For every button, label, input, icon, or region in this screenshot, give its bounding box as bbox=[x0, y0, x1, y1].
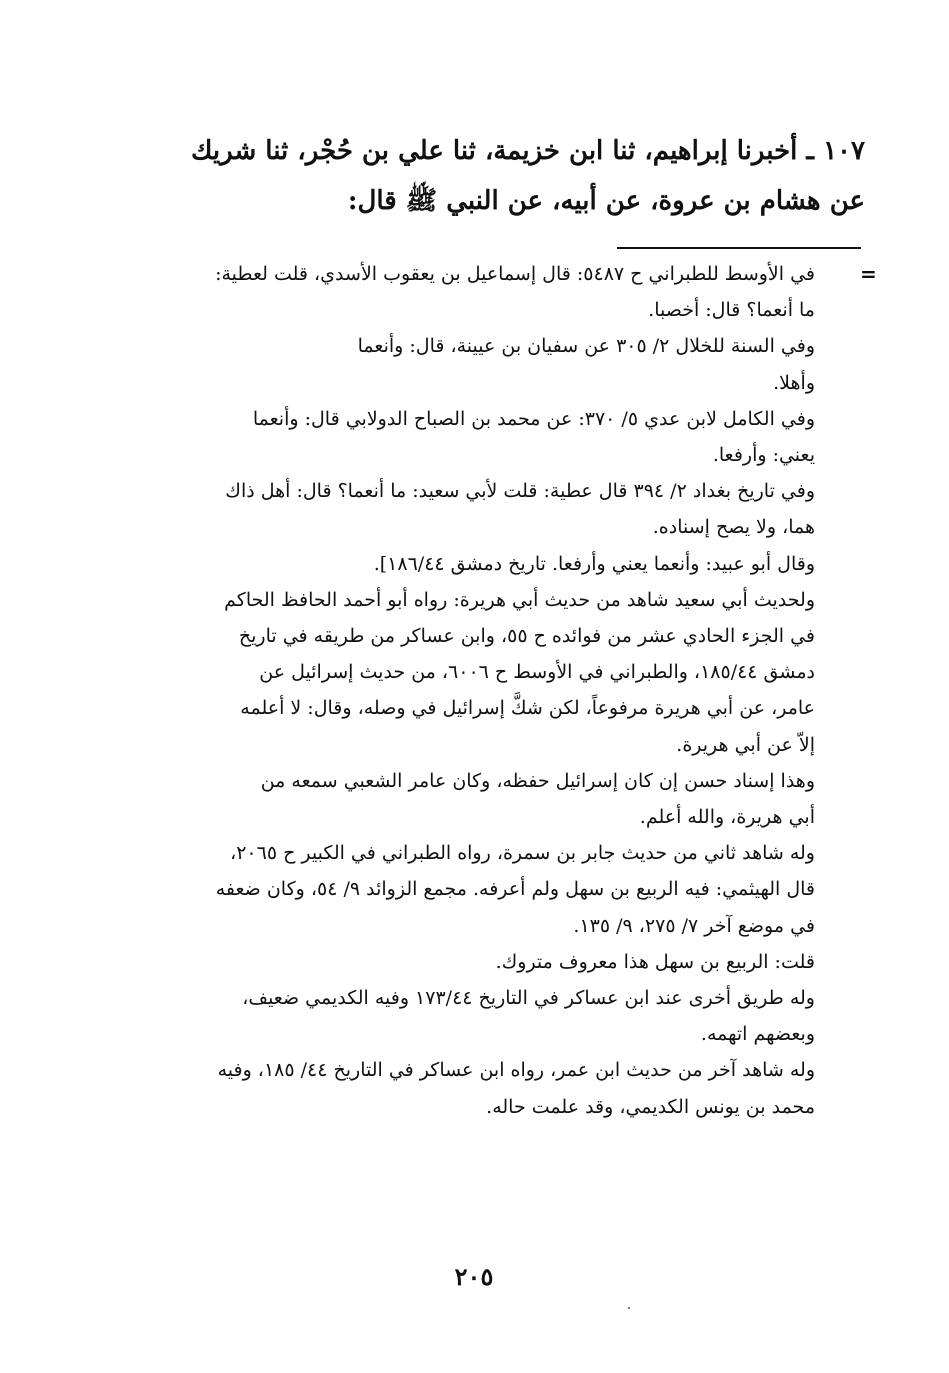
footnote-line: محمد بن يونس الكديمي، وقد علمت حاله. bbox=[486, 1095, 815, 1118]
footnote-line: وبعضهم اتهمه. bbox=[700, 1023, 815, 1046]
scan-speck bbox=[628, 1307, 630, 1309]
footnote-line: وقال أبو عبيد: وأنعما يعني وأرفعا. تاريخ دمشق ١٨٦/٤٤]. bbox=[373, 552, 815, 575]
footnote-line: وفي تاريخ بغداد ٢/ ٣٩٤ قال عطية: قلت لأبي سعيد: ما أنعما؟ قال: أهل ذاك bbox=[225, 480, 815, 503]
footnote-separator bbox=[617, 247, 861, 249]
footnote-line: في الجزء الحادي عشر من فوائده ح ٥٥، وابن عساكر من طريقه في تاريخ bbox=[238, 625, 815, 648]
hadith-text bbox=[125, 126, 865, 226]
footnote-line: ما أنعما؟ قال: أخصبا. bbox=[648, 299, 815, 322]
footnote-line: وله شاهد آخر من حديث ابن عمر، رواه ابن عساكر في التاريخ ٤٤/ ١٨٥، وفيه bbox=[217, 1059, 815, 1082]
footnote-line: وله شاهد ثاني من حديث جابر بن سمرة، رواه الطبراني في الكبير ح ٢٠٦٥، bbox=[230, 842, 815, 865]
footnote-line: عامر، عن أبي هريرة مرفوعاً، لكن شكَّ إسرائيل في وصله، وقال: لا أعلمه bbox=[240, 697, 815, 720]
hadith-line: عن هشام بن عروة، عن أبيه، عن النبي ﷺ قال: bbox=[347, 186, 865, 216]
footnote-line: وأهلا. bbox=[773, 371, 815, 394]
footnote-line: قلت: الربيع بن سهل هذا معروف متروك. bbox=[495, 950, 815, 973]
footnote-line: وفي السنة للخلال ٢/ ٣٠٥ عن سفيان بن عيينة، قال: وأنعما bbox=[357, 335, 815, 358]
footnote-line: ولحديث أبي سعيد شاهد من حديث أبي هريرة: رواه أبو أحمد الحافظ الحاكم bbox=[224, 588, 815, 611]
footnote-line: أبي هريرة، والله أعلم. bbox=[639, 806, 815, 829]
footnote-line: وفي الكامل لابن عدي ٥/ ٣٧٠: عن محمد بن الصباح الدولابي قال: وأنعما bbox=[252, 407, 815, 430]
footnote-line: في موضع آخر ٧/ ٢٧٥، ٩/ ١٣٥. bbox=[573, 914, 815, 937]
footnotes bbox=[125, 256, 815, 1125]
footnote-line: إلاّ عن أبي هريرة. bbox=[676, 733, 815, 756]
hadith-line: ١٠٧ ـ أخبرنا إبراهيم، ثنا ابن خزيمة، ثنا علي بن حُجْر، ثنا شريك bbox=[190, 136, 865, 166]
page-number: ٢٠٥ bbox=[454, 1262, 494, 1291]
footnote-line: وهذا إسناد حسن إن كان إسرائيل حفظه، وكان عامر الشعبي سمعه من bbox=[260, 769, 815, 792]
footnote-line: يعني: وأرفعا. bbox=[712, 444, 815, 467]
footnote-line: دمشق ١٨٥/٤٤، والطبراني في الأوسط ح ٦٠٠٦، من حديث إسرائيل عن bbox=[259, 661, 815, 684]
footnote-continuation-mark: = bbox=[860, 262, 877, 286]
footnote-line: هما، ولا يصح إسناده. bbox=[652, 516, 815, 539]
footnote-line: قال الهيثمي: فيه الربيع بن سهل ولم أعرفه. مجمع الزوائد ٩/ ٥٤، وكان ضعفه bbox=[215, 878, 815, 901]
footnote-line: وله طريق أخرى عند ابن عساكر في التاريخ ١٧٣/٤٤ وفيه الكديمي ضعيف، bbox=[242, 987, 815, 1010]
footnote-line: في الأوسط للطبراني ح ٥٤٨٧: قال إسماعيل بن يعقوب الأسدي، قلت لعطية: bbox=[215, 263, 815, 285]
